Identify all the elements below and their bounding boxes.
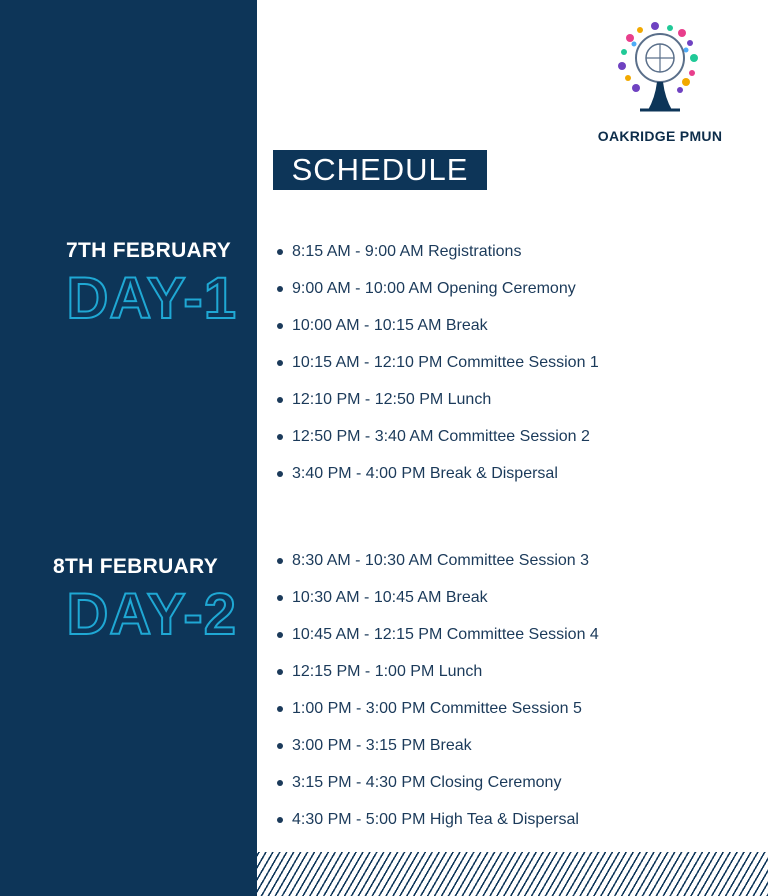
bullet-icon xyxy=(277,669,283,675)
day-1-schedule xyxy=(277,242,599,501)
bullet-icon xyxy=(277,558,283,564)
day-1-date: 7TH FEBRUARY xyxy=(66,239,231,262)
page-title: SCHEDULE xyxy=(273,150,487,190)
list-item: 3:40 PM - 4:00 PM Break & Dispersal xyxy=(277,464,599,501)
bullet-icon xyxy=(277,743,283,749)
bullet-icon xyxy=(277,434,283,440)
list-item: 12:10 PM - 12:50 PM Lunch xyxy=(277,390,599,427)
list-item: 12:50 PM - 3:40 AM Committee Session 2 xyxy=(277,427,599,464)
bullet-icon xyxy=(277,471,283,477)
bullet-icon xyxy=(277,595,283,601)
day-2-label: DAY-2 xyxy=(66,582,237,647)
left-panel xyxy=(0,0,257,896)
list-item: 1:00 PM - 3:00 PM Committee Session 5 xyxy=(277,699,599,736)
day-1-label: DAY-1 xyxy=(66,266,237,331)
bullet-icon xyxy=(277,397,283,403)
bullet-icon xyxy=(277,286,283,292)
list-item: 4:30 PM - 5:00 PM High Tea & Dispersal xyxy=(277,810,599,847)
list-item: 8:15 AM - 9:00 AM Registrations xyxy=(277,242,599,279)
day-2-date: 8TH FEBRUARY xyxy=(53,555,218,578)
list-item: 12:15 PM - 1:00 PM Lunch xyxy=(277,662,599,699)
brand-name: OAKRIDGE PMUN xyxy=(597,128,723,144)
list-item: 10:00 AM - 10:15 AM Break xyxy=(277,316,599,353)
list-item: 3:15 PM - 4:30 PM Closing Ceremony xyxy=(277,773,599,810)
bullet-icon xyxy=(277,780,283,786)
decorative-stripes xyxy=(257,852,768,896)
list-item: 10:30 AM - 10:45 AM Break xyxy=(277,588,599,625)
bullet-icon xyxy=(277,706,283,712)
bullet-icon xyxy=(277,632,283,638)
bullet-icon xyxy=(277,360,283,366)
list-item: 10:45 AM - 12:15 PM Committee Session 4 xyxy=(277,625,599,662)
un-tree-emblem-icon xyxy=(610,18,710,123)
day-2-schedule xyxy=(277,551,599,847)
bullet-icon xyxy=(277,323,283,329)
bullet-icon xyxy=(277,249,283,255)
list-item: 8:30 AM - 10:30 AM Committee Session 3 xyxy=(277,551,599,588)
list-item: 10:15 AM - 12:10 PM Committee Session 1 xyxy=(277,353,599,390)
bullet-icon xyxy=(277,817,283,823)
oakridge-pmun-logo xyxy=(590,18,730,148)
list-item: 3:00 PM - 3:15 PM Break xyxy=(277,736,599,773)
list-item: 9:00 AM - 10:00 AM Opening Ceremony xyxy=(277,279,599,316)
